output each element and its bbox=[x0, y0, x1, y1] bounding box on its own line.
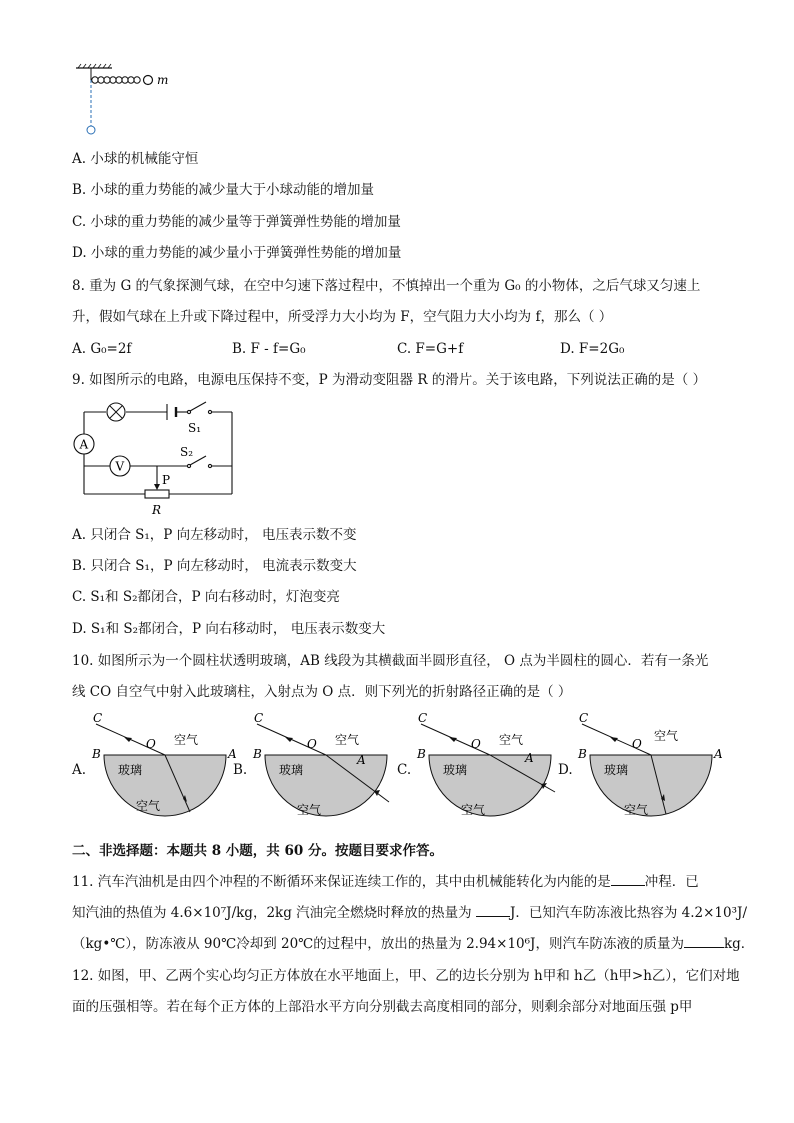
q7-option-b: B. 小球的重力势能的减少量大于小球动能的增加量 bbox=[72, 182, 375, 198]
svg-text:空气: 空气 bbox=[297, 803, 322, 817]
q9-stem: 9. 如图所示的电路，电源电压保持不变，P 为滑动变阻器 R 的滑片。关于该电路，下列说法正确的是（ ） bbox=[72, 372, 707, 388]
svg-text:玻璃: 玻璃 bbox=[279, 763, 304, 777]
spring bbox=[92, 77, 140, 83]
q10-option-c-label: C. bbox=[397, 762, 412, 778]
q8-option-b: B. F - f=G₀ bbox=[232, 341, 306, 357]
p-label: P bbox=[162, 473, 171, 487]
q11-line3: （kg•℃），防冻液从 90℃冷却到 20℃的过程中，放出的热量为 2.94×10⁶J，则汽车防冻液的质量为 kg． bbox=[72, 936, 755, 952]
section-2-heading: 二、非选择题：本题共 8 小题，共 60 分。按题目要求作答。 bbox=[72, 843, 443, 859]
svg-text:C: C bbox=[93, 711, 103, 725]
svg-text:玻璃: 玻璃 bbox=[604, 763, 629, 777]
svg-text:A: A bbox=[714, 747, 723, 761]
q8-option-d: D. F=2G₀ bbox=[560, 341, 625, 357]
q11-line1: 11. 汽车汽油机是由四个冲程的不断循环来保证连续工作的，其中由机械能转化为内能的是 冲程．已 bbox=[72, 874, 699, 890]
q12-line1: 12. 如图，甲、乙两个实心均匀正方体放在水平地面上，甲、乙的边长分别为 h甲和 h乙（h甲>h乙），它们对地 bbox=[72, 968, 740, 984]
svg-text:A: A bbox=[228, 747, 237, 761]
svg-text:A: A bbox=[525, 751, 534, 765]
svg-text:空气: 空气 bbox=[461, 803, 486, 817]
svg-text:O: O bbox=[146, 737, 156, 751]
s2-label: S₂ bbox=[180, 445, 194, 459]
svg-text:A: A bbox=[357, 753, 366, 767]
q11-line2: 知汽油的热值为 4.6×10⁷J/kg，2kg 汽油完全燃烧时释放的热量为 J．已知汽车防冻液比热容为 4.2×10³J/ bbox=[72, 905, 747, 921]
q11-blank-3 bbox=[684, 935, 724, 948]
spring-pendulum-figure bbox=[70, 62, 180, 142]
svg-text:O: O bbox=[307, 737, 317, 751]
q10-option-d-label: D. bbox=[558, 762, 573, 778]
q10-stem-line1: 10. 如图所示为一个圆柱状透明玻璃，AB 线段为其横截面半圆形直径， O 点为半圆柱的圆心．若有一条光 bbox=[72, 653, 709, 669]
svg-text:A: A bbox=[79, 437, 89, 452]
voltmeter-icon bbox=[110, 456, 130, 476]
q9-option-a: A. 只闭合 S₁，P 向左移动时， 电压表示数不变 bbox=[72, 527, 357, 543]
svg-text:B: B bbox=[417, 747, 426, 761]
q10-option-b-label: B. bbox=[233, 762, 248, 778]
q8-stem-line2: 升，假如气球在上升或下降过程中，所受浮力大小均为 F，空气阻力大小均为 f，那么（ ） bbox=[72, 309, 613, 325]
ball bbox=[144, 76, 153, 85]
svg-text:空气: 空气 bbox=[654, 729, 679, 743]
svg-text:空气: 空气 bbox=[174, 733, 199, 747]
mass-label: m bbox=[157, 73, 169, 87]
q7-option-a: A. 小球的机械能守恒 bbox=[72, 151, 199, 167]
svg-text:O: O bbox=[632, 737, 642, 751]
refraction-figure-a bbox=[88, 710, 238, 820]
refraction-figure-b bbox=[249, 710, 399, 820]
refraction-figure-c bbox=[413, 710, 563, 820]
svg-text:O: O bbox=[471, 737, 481, 751]
q7-option-d: D. 小球的重力势能的减少量小于弹簧弹性势能的增加量 bbox=[72, 245, 402, 261]
q10-stem-line2: 线 CO 自空气中射入此玻璃柱，入射点为 O 点．则下列光的折射路径正确的是（ ） bbox=[72, 684, 572, 700]
r-label: R bbox=[152, 503, 162, 517]
circuit-diagram bbox=[72, 398, 242, 518]
svg-text:B: B bbox=[92, 747, 101, 761]
q9-option-d: D. S₁和 S₂都闭合，P 向右移动时， 电压表示数变大 bbox=[72, 621, 386, 637]
q7-option-c: C. 小球的重力势能的减少量等于弹簧弹性势能的增加量 bbox=[72, 214, 401, 230]
q12-line2: 面的压强相等。若在每个正方体的上部沿水平方向分别截去高度相同的部分，则剩余部分对地面压强 p甲 bbox=[72, 999, 693, 1015]
q8-option-c: C. F=G+f bbox=[397, 341, 464, 357]
q11-blank-1 bbox=[611, 873, 645, 886]
svg-text:B: B bbox=[253, 747, 262, 761]
svg-text:C: C bbox=[418, 711, 428, 725]
svg-text:玻璃: 玻璃 bbox=[443, 763, 468, 777]
svg-text:C: C bbox=[254, 711, 264, 725]
battery-icon bbox=[167, 404, 176, 420]
refraction-figure-d bbox=[574, 710, 724, 820]
svg-text:空气: 空气 bbox=[499, 733, 524, 747]
q9-option-c: C. S₁和 S₂都闭合，P 向右移动时，灯泡变亮 bbox=[72, 589, 340, 605]
q11-blank-2 bbox=[476, 904, 510, 917]
svg-text:V: V bbox=[115, 459, 125, 474]
svg-text:B: B bbox=[578, 747, 587, 761]
s1-label: S₁ bbox=[188, 421, 202, 435]
svg-text:空气: 空气 bbox=[335, 733, 360, 747]
q10-option-a-label: A. bbox=[72, 762, 87, 778]
ammeter-icon bbox=[74, 434, 94, 454]
switch-s1-icon bbox=[187, 402, 211, 414]
rheostat-icon bbox=[145, 490, 169, 498]
q9-option-b: B. 只闭合 S₁，P 向左移动时， 电流表示数变大 bbox=[72, 558, 357, 574]
q8-stem-line1: 8. 重为 G 的气象探测气球，在空中匀速下落过程中，不慎掉出一个重为 G₀ 的小物体，之后气球又匀速上 bbox=[72, 278, 701, 294]
svg-text:空气: 空气 bbox=[624, 803, 649, 817]
ball-lowest-position bbox=[87, 126, 95, 134]
svg-text:C: C bbox=[579, 711, 589, 725]
slider-arrow bbox=[154, 484, 160, 490]
svg-text:玻璃: 玻璃 bbox=[118, 763, 143, 777]
svg-text:空气: 空气 bbox=[136, 799, 161, 813]
lamp-icon bbox=[107, 403, 125, 421]
q8-option-a: A. G₀=2f bbox=[72, 341, 132, 357]
